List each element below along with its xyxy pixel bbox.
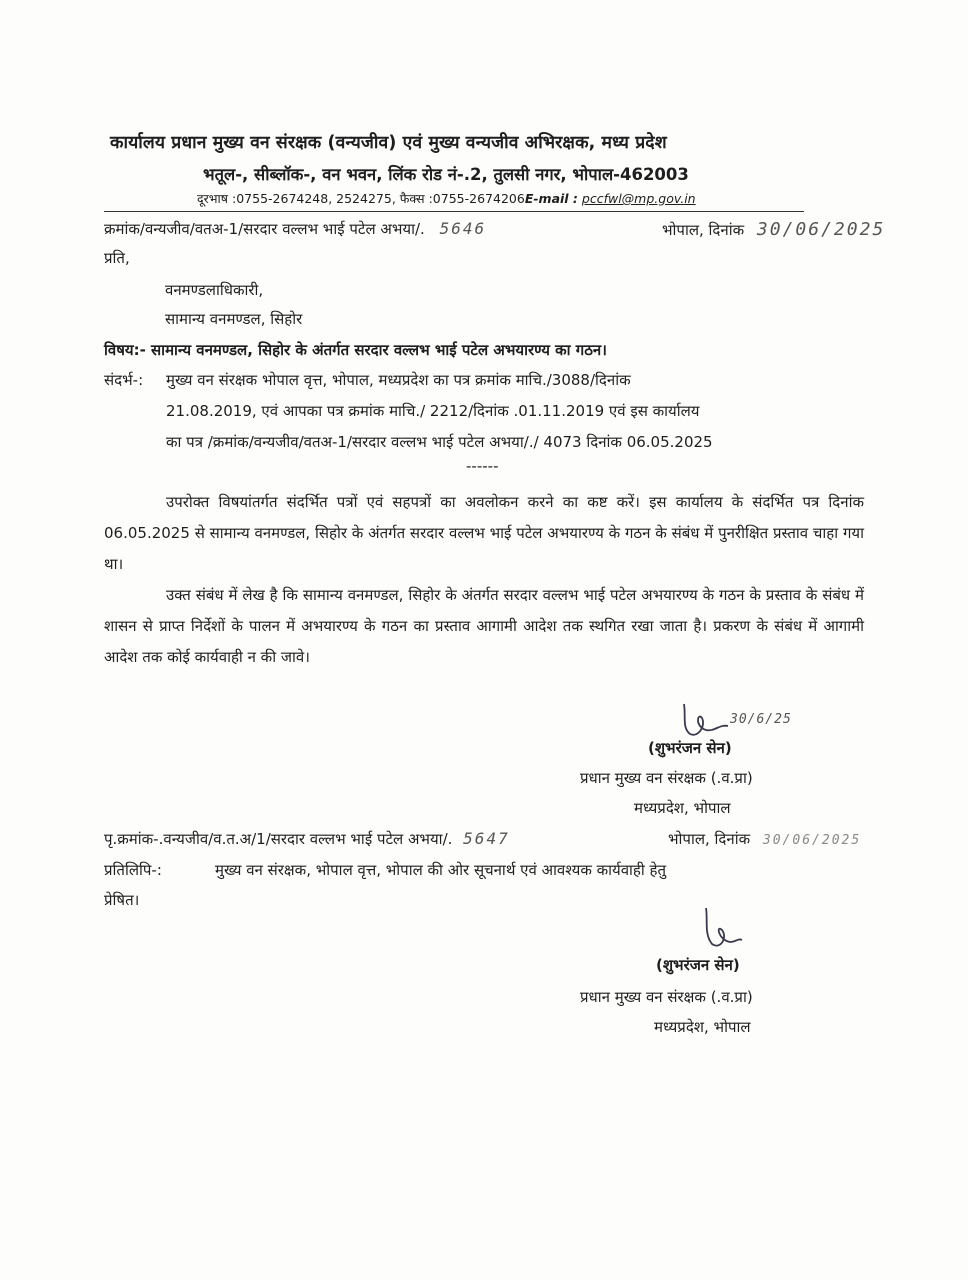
reference-date-label: भोपाल, दिनांक: [662, 221, 745, 239]
signature2-name: (शुभरंजन सेन): [656, 956, 740, 974]
sandarbh-line3: का पत्र /क्रमांक/वन्यजीव/वतअ-1/सरदार वल्लभ भाई पटेल अभया/./ 4073 दिनांक 06.05.2025: [166, 433, 713, 451]
reference-number-handwritten: 5646: [439, 219, 487, 238]
signature-initial-date: 30/6/25: [730, 712, 792, 727]
signature1-name: (शुभरंजन सेन): [648, 739, 732, 757]
copy-label: प्रतिलिपि-:: [104, 861, 162, 879]
letterhead-office: कार्यालय प्रधान मुख्य वन संरक्षक (वन्यजीव) एवं मुख्य वन्यजीव अभिरक्षक, मध्य प्रदेश: [110, 133, 667, 153]
body-paragraph-2: उक्त संबंध में लेख है कि सामान्य वनमण्डल, सिहोर के अंतर्गत सरदार वल्लभ भाई पटेल अभयारण्य के गठन के प्रस्ताव के संबंध में शासन से प्राप्त निर्देशों के पालन में अभयारण्य के गठन का प्रस्ताव आगामी आदेश तक स्थगित रखा जाता है। प्रकरण के संबंध में आगामी आदेश तक कोई कार्यवाही न की जावे।: [104, 586, 864, 666]
fax-label: फैक्स: [399, 191, 425, 206]
copy-date: [668, 829, 861, 849]
signature-scribble-1: [676, 696, 736, 742]
reference-number: [104, 219, 486, 239]
addressee-line1: वनमण्डलाधिकारी,: [165, 281, 264, 299]
sandarbh-line1: मुख्य वन संरक्षक भोपाल वृत्त, भोपाल, मध्यप्रदेश का पत्र क्रमांक माचि./3088/दिनांक: [166, 371, 631, 389]
letterhead-contact: [197, 190, 696, 207]
sandarbh-line2: 21.08.2019, एवं आपका पत्र क्रमांक माचि./ 2212/दिनांक .01.11.2019 एवं इस कार्यालय: [166, 402, 700, 420]
separator: ------: [466, 457, 499, 475]
copy-number: [104, 829, 510, 849]
fax-number: :0755-2674206: [428, 191, 525, 206]
subject-line: विषय:- सामान्य वनमण्डल, सिहोर के अंतर्गत सरदार वल्लभ भाई पटेल अभयारण्य का गठन।: [104, 341, 607, 359]
signature-scribble-2: [696, 904, 746, 952]
email-address: pccfwl@mp.gov.in: [581, 191, 696, 206]
copy-line2: प्रेषित।: [104, 891, 140, 909]
copy-number-label: पृ.क्रमांक-.वन्यजीव/व.त.अ/1/सरदार वल्लभ भाई पटेल अभया/.: [104, 830, 453, 848]
reference-number-label: क्रमांक/वन्यजीव/वतअ-1/सरदार वल्लभ भाई पटेल अभया/.: [104, 220, 425, 238]
phone-number: :0755-2674248, 2524275,: [232, 191, 396, 206]
addressee-line2: सामान्य वनमण्डल, सिहोर: [165, 310, 303, 328]
copy-date-handwritten: 30/06/2025: [762, 833, 862, 848]
prati-label: प्रति,: [104, 249, 130, 267]
sandarbh-label: संदर्भ-:: [104, 371, 144, 389]
body-paragraph-1: उपरोक्त विषयांतर्गत संदर्भित पत्रों एवं सहपत्रों का अवलोकन करने का कष्ट करें। इस कार्यालय के संदर्भित पत्र दिनांक 06.05.2025 से सामान्य वनमण्डल, सिहोर के अंतर्गत सरदार वल्लभ भाई पटेल अभयारण्य के गठन के संबंध में पुनरीक्षित प्रस्ताव चाहा गया था।: [104, 493, 864, 573]
reference-date-handwritten: 30/06/2025: [756, 219, 886, 240]
signature2-place: मध्यप्रदेश, भोपाल: [654, 1018, 751, 1036]
letterhead-address: भतूल-, सीब्लॉक-, वन भवन, लिंक रोड नं-.2, तुलसी नगर, भोपाल-462003: [203, 165, 689, 184]
copy-date-label: भोपाल, दिनांक: [668, 830, 751, 848]
copy-number-handwritten: 5647: [463, 829, 510, 848]
email-label: E-mail :: [524, 191, 578, 206]
signature1-designation: प्रधान मुख्य वन संरक्षक (.व.प्रा): [580, 769, 753, 787]
signature1-place: मध्यप्रदेश, भोपाल: [634, 799, 731, 817]
signature2-designation: प्रधान मुख्य वन संरक्षक (.व.प्रा): [580, 988, 753, 1006]
letterhead-divider: [104, 211, 804, 212]
reference-date: [662, 219, 885, 240]
copy-line1: मुख्य वन संरक्षक, भोपाल वृत्त, भोपाल की ओर सूचनार्थ एवं आवश्यक कार्यवाही हेतु: [215, 861, 667, 879]
phone-label: दूरभाष: [197, 191, 229, 206]
